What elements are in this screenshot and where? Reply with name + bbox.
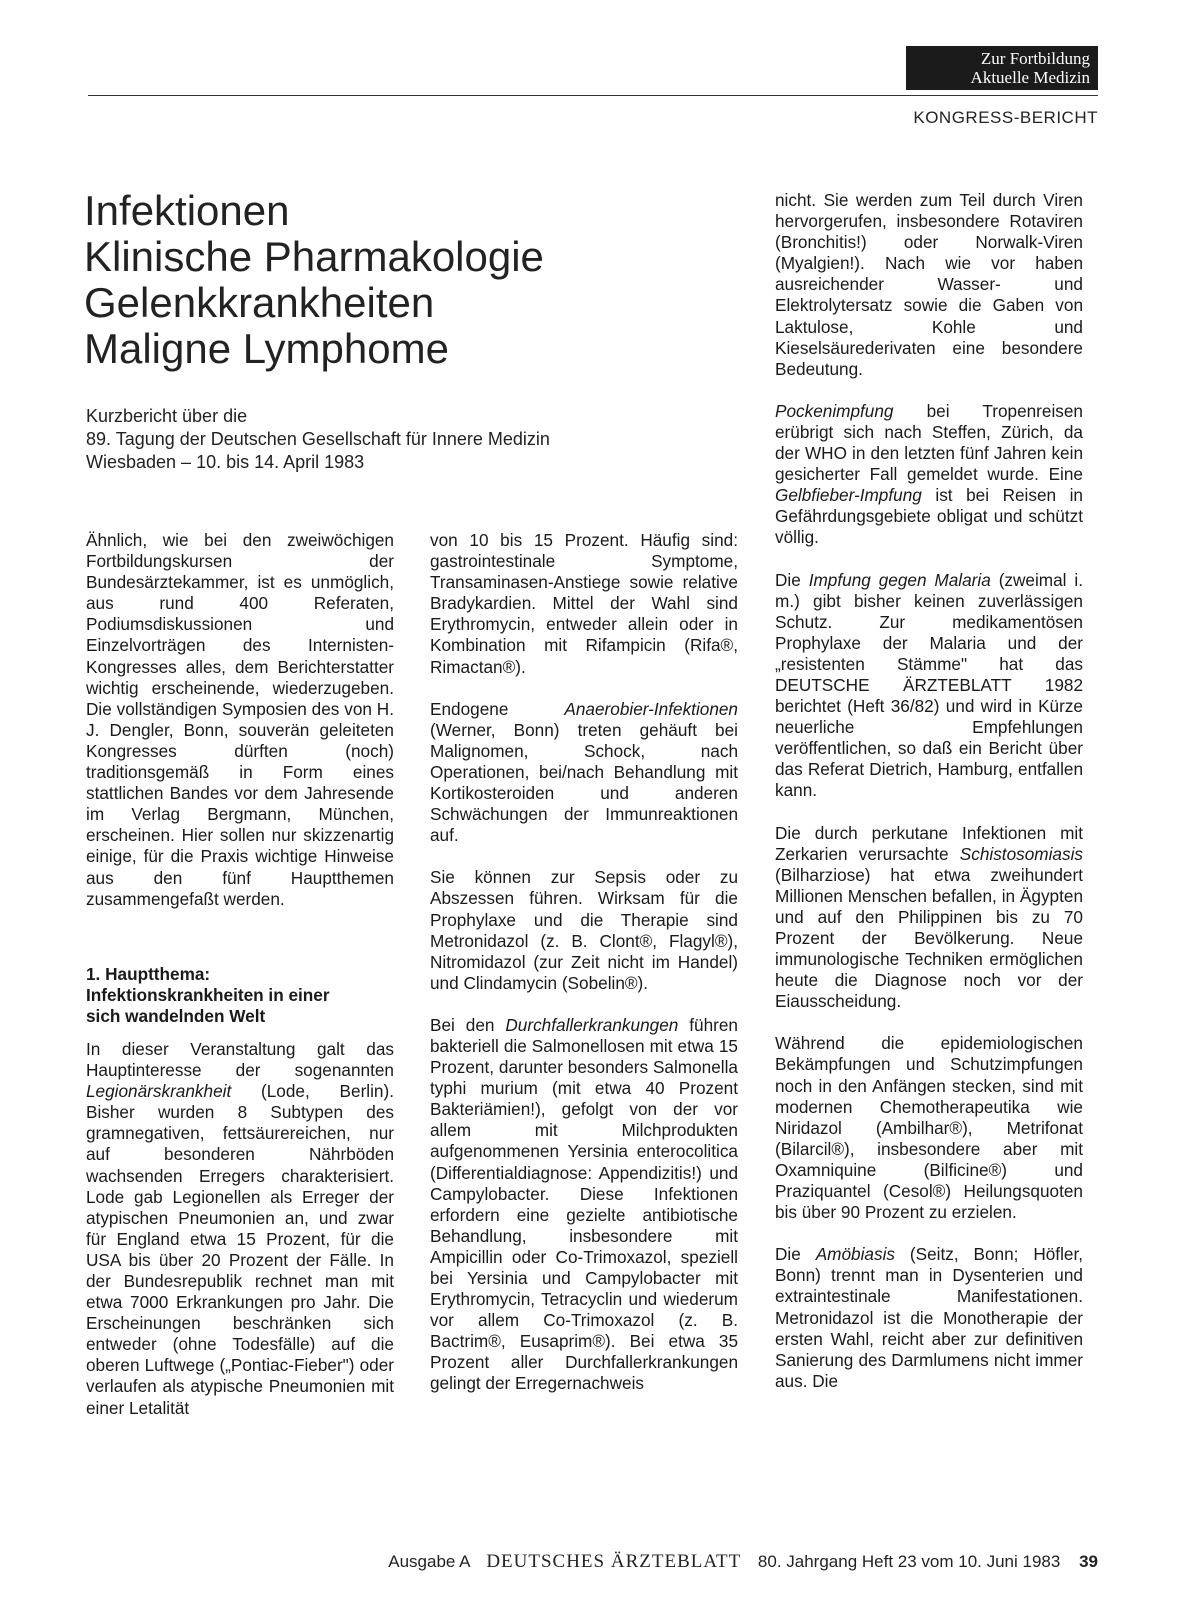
rubric-line-2: Aktuelle Medizin	[970, 68, 1090, 87]
rubric-badge	[906, 46, 1098, 90]
paragraph: von 10 bis 15 Prozent. Häufig sind: gastrointestinale Symptome, Transaminasen-Anstiege sowie relative Bradykardien. Mittel der Wahl sind Erythromycin, entweder allein oder in Kombination mit Rifampicin (Rifa®, Rimactan®).	[430, 530, 738, 677]
right-column	[775, 190, 1083, 1413]
text: bei Tropenreisen erübrigt sich nach Steffen, Zürich, da der WHO in den letzten fünf Jahren kein gesicherter Fall gemeldet wurde. Eine	[775, 400, 1083, 485]
text: In dieser Veranstaltung galt das Hauptinteresse der sogenannten	[86, 1038, 394, 1081]
footer-edition: Ausgabe A	[388, 1552, 470, 1571]
text: Bei den	[430, 1014, 506, 1035]
emphasis: Durchfallerkrankungen	[505, 1014, 679, 1035]
text: führen bakteriell die Salmonellosen mit etwa 15 Prozent, darunter besonders Salmonella typhi murium (mit etwa 40 Prozent Bakteriämien!), gefolgt von der vor allem mit Milchprodukten aufgenommenen Yersinia enterocolitica (Differentialdiagnose: Appendizitis!) und Campylobacter. Diese Infektionen erfordern eine gezielte antibiotische Behandlung, insbesondere mit Ampicillin oder Co-Trimoxazol, speziell bei Yersinia und Campylobacter mit Erythromycin, Tetracyclin und wiederum vor allem Co-Trimoxazol (z. B. Bactrim®, Eusaprim®). Bei etwa 35 Prozent aller Durchfallerkrankungen gelingt der Erregernachweis	[430, 1014, 738, 1394]
subtitle-line-2: 89. Tagung der Deutschen Gesellschaft für Innere Medizin	[86, 429, 550, 449]
emphasis: Impfung gegen Malaria	[808, 569, 991, 590]
heading-line-1: 1. Hauptthema:	[86, 963, 211, 984]
emphasis: Amöbiasis	[815, 1244, 895, 1265]
article-subtitle	[86, 405, 550, 474]
middle-column	[430, 530, 738, 1416]
text: (Lode, Berlin). Bisher wurden 8 Subtypen des gramnegativen, fettsäurereichen, nur auf besonderen Nährböden wachsenden Erregers charakterisiert. Lode gab Legionellen als Erreger der atypischen Pneumonien an, und zwar für England etwa 15 Prozent, für die USA bis über 20 Prozent der Fälle. In der Bundesrepublik rechnet man mit etwa 7000 Erkrankungen pro Jahr. Die Erscheinungen beschränken sich entweder (ohne Todesfälle) auf die oberen Luftwege („Pontiac-Fieber") oder verlaufen als atypische Pneumonien mit einer Letalität	[86, 1081, 394, 1418]
text: Die	[775, 569, 809, 590]
text: (Werner, Bonn) treten gehäuft bei Malignomen, Schock, nach Operationen, bei/nach Behandlung mit Kortikosteroiden und anderen Schwächungen der Immunreaktionen auf.	[430, 719, 738, 846]
text: (Seitz, Bonn; Höfler, Bonn) trennt man in Dysenterien und extraintestinale Manifestationen. Metronidazol ist die Monotherapie der ersten Wahl, reicht aber zur definitiven Sanierung des Darmlumens nicht immer aus. Die	[775, 1244, 1083, 1391]
paragraph	[775, 823, 1083, 1013]
subtitle-line-1: Kurzbericht über die	[86, 406, 248, 426]
emphasis: Legionärskrankheit	[86, 1081, 232, 1102]
title-line-2: Klinische Pharmakologie	[84, 233, 544, 280]
title-line-3: Gelenkkrankheiten	[84, 279, 435, 326]
page-number: 39	[1079, 1552, 1098, 1571]
text: Die durch perkutane Infektionen mit Zerkarien verursachte	[775, 822, 1083, 864]
text: (Bilharziose) hat etwa zweihundert Millionen Menschen befallen, in Ägypten und auf den Philippinen bis zu 70 Prozent der Bevölkerung. Neue immunologische Techniken ermöglichen heute die Diagnose noch vor der Eiausscheidung.	[775, 864, 1083, 1012]
rubric-line-1: Zur Fortbildung	[980, 49, 1090, 68]
article-title	[84, 188, 544, 372]
emphasis: Pockenimpfung	[775, 400, 894, 421]
paragraph	[775, 1244, 1083, 1392]
footer-journal: DEUTSCHES ÄRZTEBLATT	[486, 1551, 742, 1572]
header-rule	[88, 95, 1098, 96]
paragraph	[775, 570, 1083, 802]
paragraph	[430, 699, 738, 847]
paragraph: Sie können zur Sepsis oder zu Abszessen führen. Wirksam für die Prophylaxe und die Therapie sind Metronidazol (z. B. Clont®, Flagyl®), Nitromidazol (zur Zeit nicht im Handel) und Clindamycin (Sobelin®).	[430, 867, 738, 993]
text: Endogene	[430, 698, 565, 719]
paragraph	[775, 401, 1083, 549]
heading-line-3: sich wandelnden Welt	[86, 1005, 266, 1026]
title-line-1: Infektionen	[84, 187, 290, 234]
emphasis: Anaerobier-Infektionen	[564, 698, 738, 719]
emphasis: Schistosomiasis	[959, 843, 1083, 864]
section-label: KONGRESS-BERICHT	[913, 108, 1098, 127]
paragraph: Während die epidemiologischen Bekämpfungen und Schutzimpfungen noch in den Anfängen stecken, sind mit modernen Chemotherapeutika wie Niridazol (Ambilhar®), Metrifonat (Bilarcil®), insbesondere aber mit Oxamniquine (Bilficine®) und Praziquantel (Cesol®) Heilungsquoten bis über 90 Prozent zu erzielen.	[775, 1033, 1083, 1223]
heading-line-2: Infektionskrankheiten in einer	[86, 984, 330, 1005]
paragraph: nicht. Sie werden zum Teil durch Viren hervorgerufen, insbesondere Rotaviren (Bronchitis!) oder Norwalk-Viren (Myalgien!). Nach wie vor haben ausreichender Wasser- und Elektrolytersatz sowie die Gaben von Laktulose, Kohle und Kieselsäurederivaten eine besondere Bedeutung.	[775, 190, 1083, 379]
text: Die	[775, 1244, 816, 1265]
subtitle-line-3: Wiesbaden – 10. bis 14. April 1983	[86, 452, 365, 472]
footer-issue: 80. Jahrgang Heft 23 vom 10. Juni 1983	[757, 1552, 1061, 1571]
text: ist bei Reisen in Gefährdungsgebiete obligat und schützt völlig.	[775, 485, 1083, 548]
paragraph	[86, 1039, 394, 1419]
left-column	[86, 530, 394, 1440]
section-heading	[86, 964, 394, 1027]
paragraph	[430, 1015, 738, 1395]
intro-paragraph: Ähnlich, wie bei den zweiwöchigen Fortbildungskursen der Bundesärztekammer, ist es unmöglich, aus rund 400 Referaten, Podiumsdiskussionen und Einzelvorträgen des Internisten-Kongresses alles, dem Berichterstatter wichtig erscheinende, wiederzugeben. Die vollständigen Symposien des von H. J. Dengler, Bonn, souverän geleiteten Kongresses dürften (noch) traditionsgemäß in Form eines stattlichen Bandes vor dem Jahresende im Verlag Bergmann, München, erscheinen. Hier sollen nur skizzenartig einige, für die Praxis wichtige Hinweise aus den fünf Hauptthemen zusammengefaßt werden.	[86, 530, 394, 909]
page-footer	[80, 1551, 1098, 1573]
text: (zweimal i. m.) gibt bisher keinen zuverlässigen Schutz. Zur medikamentösen Prophylaxe der Malaria und der „resistenten Stämme" hat das DEUTSCHE ÄRZTEBLATT 1982 berichtet (Heft 36/82) und wird in Kürze neuerliche Empfehlungen veröffentlichen, so daß ein Bericht über das Referat Dietrich, Hamburg, entfallen kann.	[775, 569, 1083, 801]
title-line-4: Maligne Lymphome	[84, 325, 449, 372]
emphasis: Gelbfieber-Impfung	[775, 485, 922, 506]
